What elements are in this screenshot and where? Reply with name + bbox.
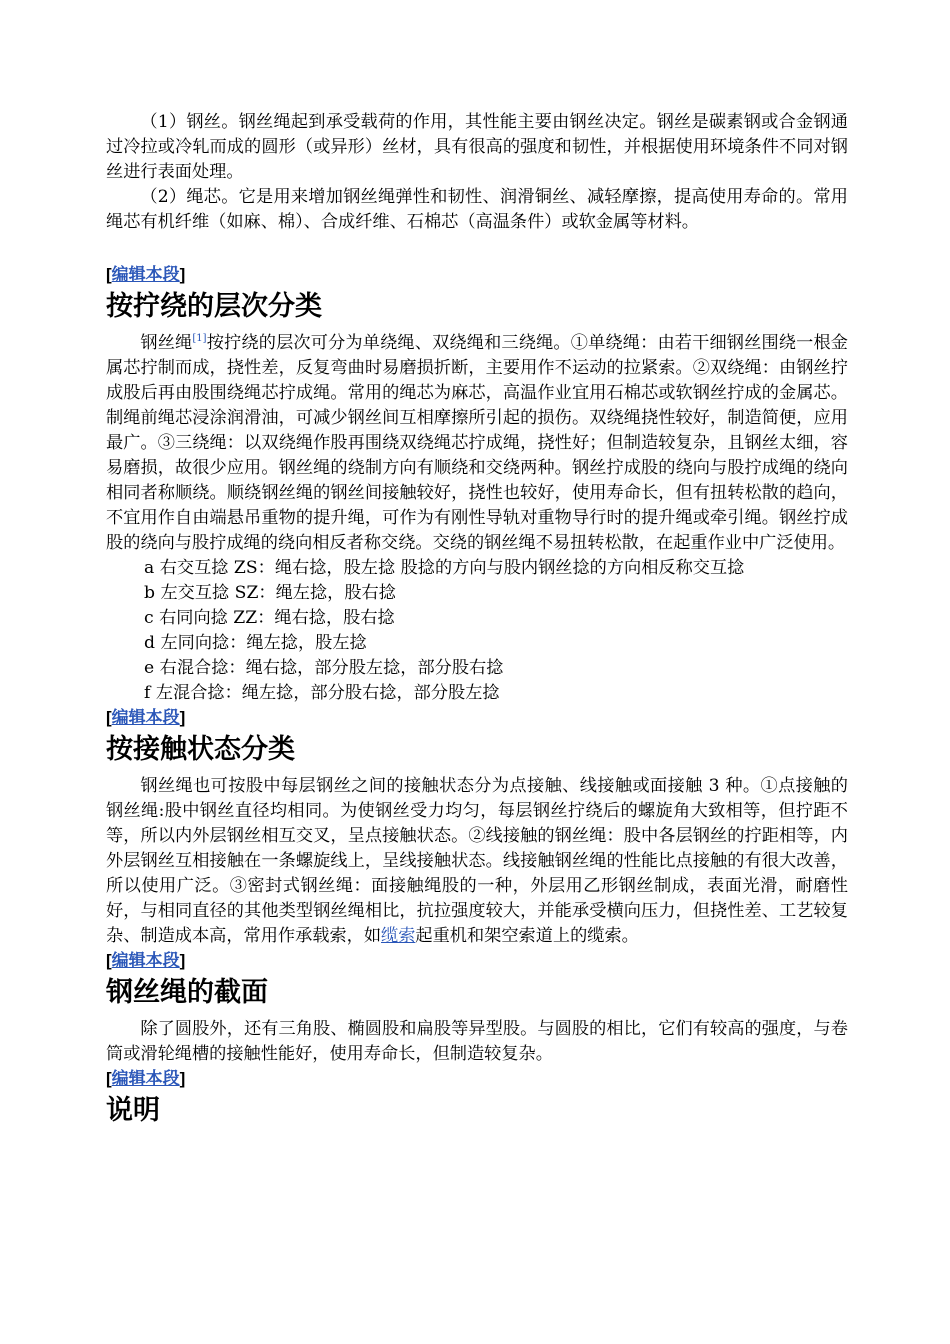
edit-section-link-3 — [106, 949, 848, 973]
edit-section-link[interactable]: 编辑本段 — [111, 1069, 180, 1088]
bracket-close: ] — [179, 1069, 186, 1088]
intro-paragraph-2: （2）绳芯。它是用来增加钢丝绳弹性和韧性、润滑铜丝、减轻摩擦，提高使用寿命的。常用绳芯有机纤维（如麻、棉）、合成纤维、石棉芯（高温条件）或软金属等材料。 — [106, 187, 848, 232]
body-text: 起重机和架空索道上的缆索。 — [415, 926, 639, 946]
cable-link[interactable]: 缆索 — [381, 926, 416, 946]
edit-section-link[interactable]: 编辑本段 — [111, 708, 180, 727]
section-title-cross-section: 钢丝绳的截面 — [106, 977, 268, 1008]
section-body-contact-state — [106, 774, 848, 949]
document-page — [106, 110, 848, 1135]
list-item: d 左同向捻：绳左捻，股左捻 — [144, 633, 367, 653]
section-title-winding-layers: 按拧绕的层次分类 — [106, 291, 322, 322]
edit-section-link-4 — [106, 1067, 848, 1091]
list-item: e 右混合捻：绳右捻，部分股左捻，部分股右捻 — [144, 658, 504, 678]
bracket-close: ] — [179, 265, 186, 284]
bracket-open: [ — [106, 951, 112, 970]
list-item: b 左交互捻 SZ：绳左捻，股右捻 — [144, 583, 396, 603]
bracket-close: ] — [179, 951, 186, 970]
lead-text: 钢丝绳 — [140, 333, 193, 353]
body-text: 按拧绕的层次可分为单绕绳、双绕绳和三绕绳。①单绕绳：由若干细钢丝围绕一根金属芯拧制而成，挠性差，反复弯曲时易磨损折断，主要用作不运动的拉紧索。②双绕绳：由钢丝拧成股后再由股围绕绳芯拧成绳。常用的绳芯为麻芯，高温作业宜用石棉芯或软钢丝拧成的金属芯。制绳前绳芯浸涂润滑油，可减少钢丝间互相摩擦所引起的损伤。双绕绳挠性较好，制造简便，应用最广。③三绕绳：以双绕绳作股再围绕双绕绳芯拧成绳，挠性好；但制造较复杂，且钢丝太细，容易磨损，故很少应用。钢丝绳的绕制方向有顺绕和交绕两种。钢丝拧成股的绕向与股拧成绳的绕向相同者称顺绕。顺绕钢丝绳的钢丝间接触较好，挠性也较好，使用寿命长，但有扭转松散的趋向，不宜用作自由端悬吊重物的提升绳，可作为有刚性导轨对重物导行时的提升绳或牵引绳。钢丝拧成股的绕向与股拧成绳的绕向相反者称交绕。交绕的钢丝绳不易扭转松散，在起重作业中广泛使用。 — [106, 333, 848, 553]
list-item: c 右同向捻 ZZ：绳右捻，股右捻 — [144, 608, 395, 628]
bracket-open: [ — [106, 265, 112, 284]
reference-link[interactable]: [1] — [192, 333, 207, 344]
list-item: f 左混合捻：绳左捻，部分股右捻，部分股左捻 — [144, 683, 500, 703]
edit-section-link-1 — [106, 263, 848, 287]
edit-section-link-2 — [106, 706, 848, 730]
spacer — [106, 235, 848, 263]
bracket-open: [ — [106, 1069, 112, 1088]
section-body-winding-layers — [106, 331, 848, 556]
list-item: a 右交互捻 ZS：绳右捻，股左捻 股捻的方向与股内钢丝捻的方向相反称交互捻 — [144, 558, 745, 578]
bracket-open: [ — [106, 708, 112, 727]
edit-section-link[interactable]: 编辑本段 — [111, 951, 180, 970]
bracket-close: ] — [179, 708, 186, 727]
section-body-cross-section: 除了圆股外，还有三角股、椭圆股和扁股等异型股。与圆股的相比，它们有较高的强度，与卷筒或滑轮绳槽的接触性能好，使用寿命长，但制造较复杂。 — [106, 1019, 848, 1064]
edit-section-link[interactable]: 编辑本段 — [111, 265, 180, 284]
intro-paragraph-1: （1）钢丝。钢丝绳起到承受载荷的作用，其性能主要由钢丝决定。钢丝是碳素钢或合金钢通过冷拉或冷轧而成的圆形（或异形）丝材，具有很高的强度和韧性，并根据使用环境条件不同对钢丝进行表面处理。 — [106, 112, 848, 182]
body-text: 钢丝绳也可按股中每层钢丝之间的接触状态分为点接触、线接触或面接触 3 种。①点接触的钢丝绳:股中钢丝直径均相同。为使钢丝受力均匀，每层钢丝拧绕后的螺旋角大致相等，但拧距不等，所以内外层钢丝相互交叉，呈点接触状态。②线接触的钢丝绳：股中各层钢丝的拧距相等，内外层钢丝互相接触在一条螺旋线上，呈线接触状态。线接触钢丝绳的性能比点接触的有很大改善，所以使用广泛。③密封式钢丝绳：面接触绳股的一种，外层用乙形钢丝制成，表面光滑，耐磨性好，与相同直径的其他类型钢丝绳相比，抗拉强度较大，并能承受横向压力，但挠性差、工艺较复杂、制造成本高，常用作承载索，如 — [106, 776, 848, 946]
section-title-notes: 说明 — [106, 1095, 160, 1126]
section-title-contact-state: 按接触状态分类 — [106, 734, 295, 765]
